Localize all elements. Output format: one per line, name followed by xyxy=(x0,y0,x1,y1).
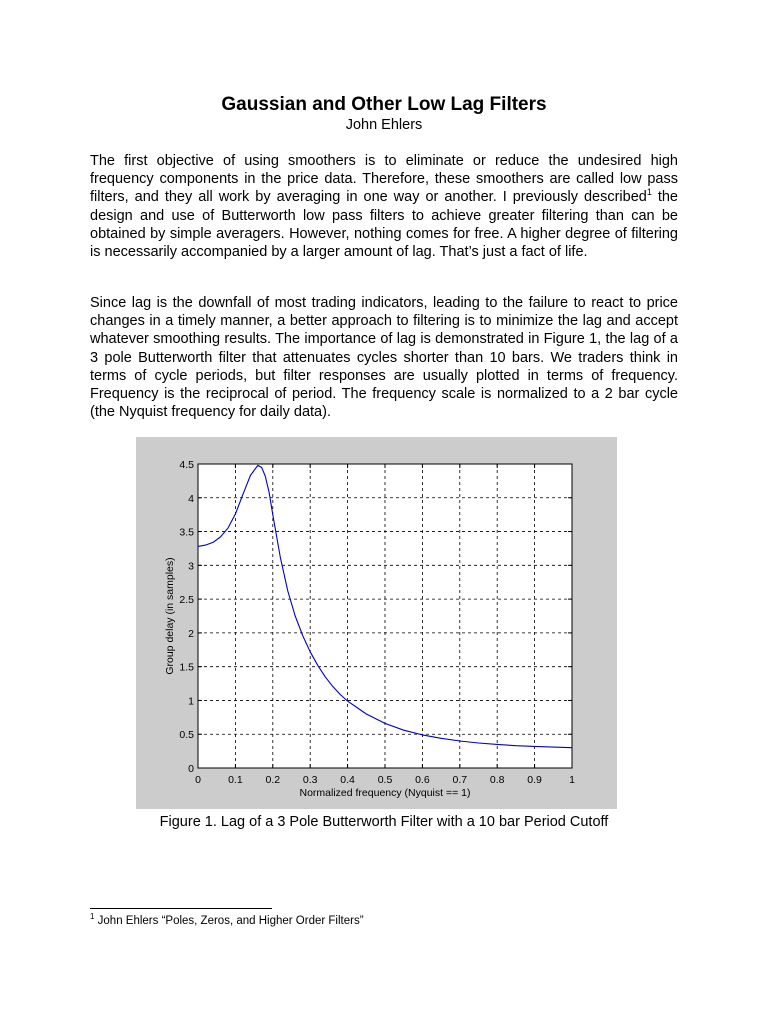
group-delay-chart xyxy=(136,437,617,809)
figure-caption: Figure 1. Lag of a 3 Pole Butterworth Filter with a 10 bar Period Cutoff xyxy=(159,814,609,830)
paragraph-1-part-a: The first objective of using smoothers is to eliminate or reduce the undesired high frequency components in the price data. Therefore, these smoothers are called low pass filters, and they all work by averaging in one way or another. I previously described xyxy=(90,153,678,206)
paper-title: Gaussian and Other Low Lag Filters xyxy=(221,94,547,115)
paragraph-1 xyxy=(90,152,678,261)
y-tick-label: 3 xyxy=(188,560,194,573)
y-tick-label: 3.5 xyxy=(179,526,194,539)
x-tick-label: 0.7 xyxy=(452,774,468,786)
paragraph-1-part-b: the design and use of Butterworth low pass filters to achieve greater filtering than can be obtained by simple averagers. However, nothing comes for free. A higher degree of filtering is necessarily accompanied by a larger amount of lag. That’s just a fact of life. xyxy=(90,189,678,261)
figure-1 xyxy=(136,437,617,809)
paragraph-2: Since lag is the downfall of most trading indicators, leading to the failure to react to price changes in a timely manner, a better approach to filtering is to minimize the lag and accept whatever smoothing results. The importance of lag is demonstrated in Figure 1, the lag of a 3 pole Butterworth filter that attenuates cycles shorter than 10 bars. We traders think in terms of cycle periods, but filter responses are usually plotted in terms of frequency. Frequency is the reciprocal of period. The frequency scale is normalized to a 2 bar cycle (the Nyquist frequency for daily data). xyxy=(90,295,678,421)
y-tick-label: 0 xyxy=(188,763,194,775)
footnote-mark: 1 xyxy=(90,912,95,922)
footnote-reference: 1 xyxy=(646,187,652,198)
y-tick-label: 1 xyxy=(188,695,194,708)
x-tick-label: 0 xyxy=(195,774,201,786)
y-tick-label: 4.5 xyxy=(179,459,194,471)
x-tick-label: 0.3 xyxy=(302,774,318,786)
y-tick-label: 2.5 xyxy=(179,594,194,607)
y-tick-label: 0.5 xyxy=(179,729,194,742)
x-tick-label: 0.8 xyxy=(489,774,505,786)
x-tick-label: 0.9 xyxy=(527,774,542,786)
x-tick-label: 0.2 xyxy=(265,774,281,786)
y-tick-label: 1.5 xyxy=(179,661,194,674)
x-tick-label: 0.6 xyxy=(415,774,430,786)
x-tick-label: 1 xyxy=(569,774,575,786)
x-tick-label: 0.5 xyxy=(377,774,393,786)
footnote-text: John Ehlers “Poles, Zeros, and Higher Order Filters” xyxy=(94,915,364,927)
x-axis-label: Normalized frequency (Nyquist == 1) xyxy=(299,787,471,799)
y-tick-label: 2 xyxy=(188,627,194,640)
footnote xyxy=(90,912,364,927)
y-axis-label: Group delay (in samples) xyxy=(164,557,176,675)
footnote-divider xyxy=(90,908,272,909)
y-tick-label: 4 xyxy=(188,492,194,505)
x-tick-label: 0.1 xyxy=(228,774,243,786)
x-tick-label: 0.4 xyxy=(340,774,355,786)
author-name: John Ehlers xyxy=(345,117,423,133)
